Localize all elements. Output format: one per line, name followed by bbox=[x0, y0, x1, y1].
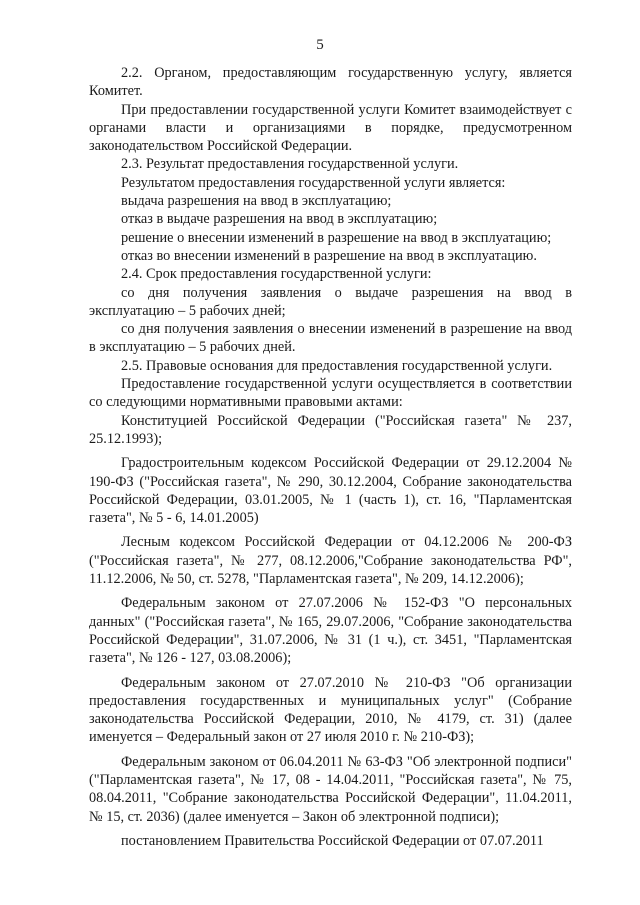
page-number: 5 bbox=[316, 37, 324, 53]
paragraph-2-2: 2.2. Органом, предоставляющим государственную услугу, является Комитет. bbox=[89, 65, 572, 100]
paragraph-2-3-heading: 2.3. Результат предоставления государственной услуги. bbox=[121, 156, 459, 173]
list-item-refusal-changes: отказ во внесении изменений в разрешение на ввод в эксплуатацию. bbox=[121, 247, 537, 264]
paragraph-2-5-heading: 2.5. Правовые основания для предоставления государственной услуги. bbox=[121, 357, 553, 374]
paragraph-result-intro: Результатом предоставления государственной услуги является: bbox=[121, 174, 506, 191]
list-item-refusal-permit: отказ в выдаче разрешения на ввод в эксплуатацию; bbox=[121, 211, 438, 228]
list-item-decision-changes: решение о внесении изменений в разрешение на ввод в эксплуатацию; bbox=[121, 229, 552, 246]
paragraph-term-issue: со дня получения заявления о выдаче разрешения на ввод в эксплуатацию – 5 рабочих дней; bbox=[89, 284, 572, 319]
legal-act-government-decree: постановлением Правительства Российской Федерации от 07.07.2011 bbox=[121, 832, 544, 849]
paragraph-legal-acts-intro: Предоставление государственной услуги осуществляется в соответствии со следующими нормативными правовыми актами: bbox=[89, 376, 572, 411]
paragraph-2-4-heading: 2.4. Срок предоставления государственной услуги: bbox=[121, 266, 432, 283]
paragraph-term-changes: со дня получения заявления о внесении изменений в разрешение на ввод в эксплуатацию – 5 рабочих дней. bbox=[89, 321, 572, 356]
legal-act-urban-planning-code: Градостроительным кодексом Российской Федерации от 29.12.2004 № 190-ФЗ ("Российская газета", № 290, 30.12.2004, Собрание законодательства Российской Федерации, 03.01.2005, № 1 (часть 1), ст. 16, "Парламентская газета", № 5 - 6, 14.01.2005) bbox=[89, 455, 572, 527]
legal-act-public-services-law: Федеральным законом от 27.07.2010 № 210-ФЗ "Об организации предоставления государственных и муниципальных услуг" (Собрание законодательства Российской Федерации, 2010, № 4179, ст. 31) (далее именуется – Федеральный закон от 27 июля 2010 г. № 210-ФЗ); bbox=[89, 674, 572, 746]
legal-act-electronic-signature-law: Федеральным законом от 06.04.2011 № 63-ФЗ "Об электронной подписи" ("Парламентская газета", № 17, 08 - 14.04.2011, "Российская газета", № 75, 08.04.2011, "Собрание законодательства Российской Федерации", 11.04.2011, № 15, ст. 2036) (далее именуется – Закон об электронной подписи); bbox=[89, 753, 572, 825]
legal-act-personal-data-law: Федеральным законом от 27.07.2006 № 152-ФЗ "О персональных данных" ("Российская газета", № 165, 29.07.2006, "Собрание законодательства Российской Федерации", 31.07.2006, № 31 (1 ч.), ст. 3451, "Парламентская газета", № 126 - 127, 03.08.2006); bbox=[89, 595, 572, 667]
paragraph-committee-interaction: При предоставлении государственной услуги Комитет взаимодействует с органами власти и организациями в порядке, предусмотренном законодательством Российской Федерации. bbox=[89, 101, 572, 155]
list-item-issue-permit: выдача разрешения на ввод в эксплуатацию; bbox=[121, 193, 392, 210]
document-body bbox=[89, 64, 572, 850]
legal-act-forest-code: Лесным кодексом Российской Федерации от 04.12.2006 № 200-ФЗ ("Российская газета", № 277, 08.12.2006,"Собрание законодательства РФ", 11.12.2006, № 50, ст. 5278, "Парламентская газета", № 209, 14.12.2006); bbox=[89, 534, 572, 588]
legal-act-constitution: Конституцией Российской Федерации ("Российская газета" № 237, 25.12.1993); bbox=[89, 412, 572, 447]
